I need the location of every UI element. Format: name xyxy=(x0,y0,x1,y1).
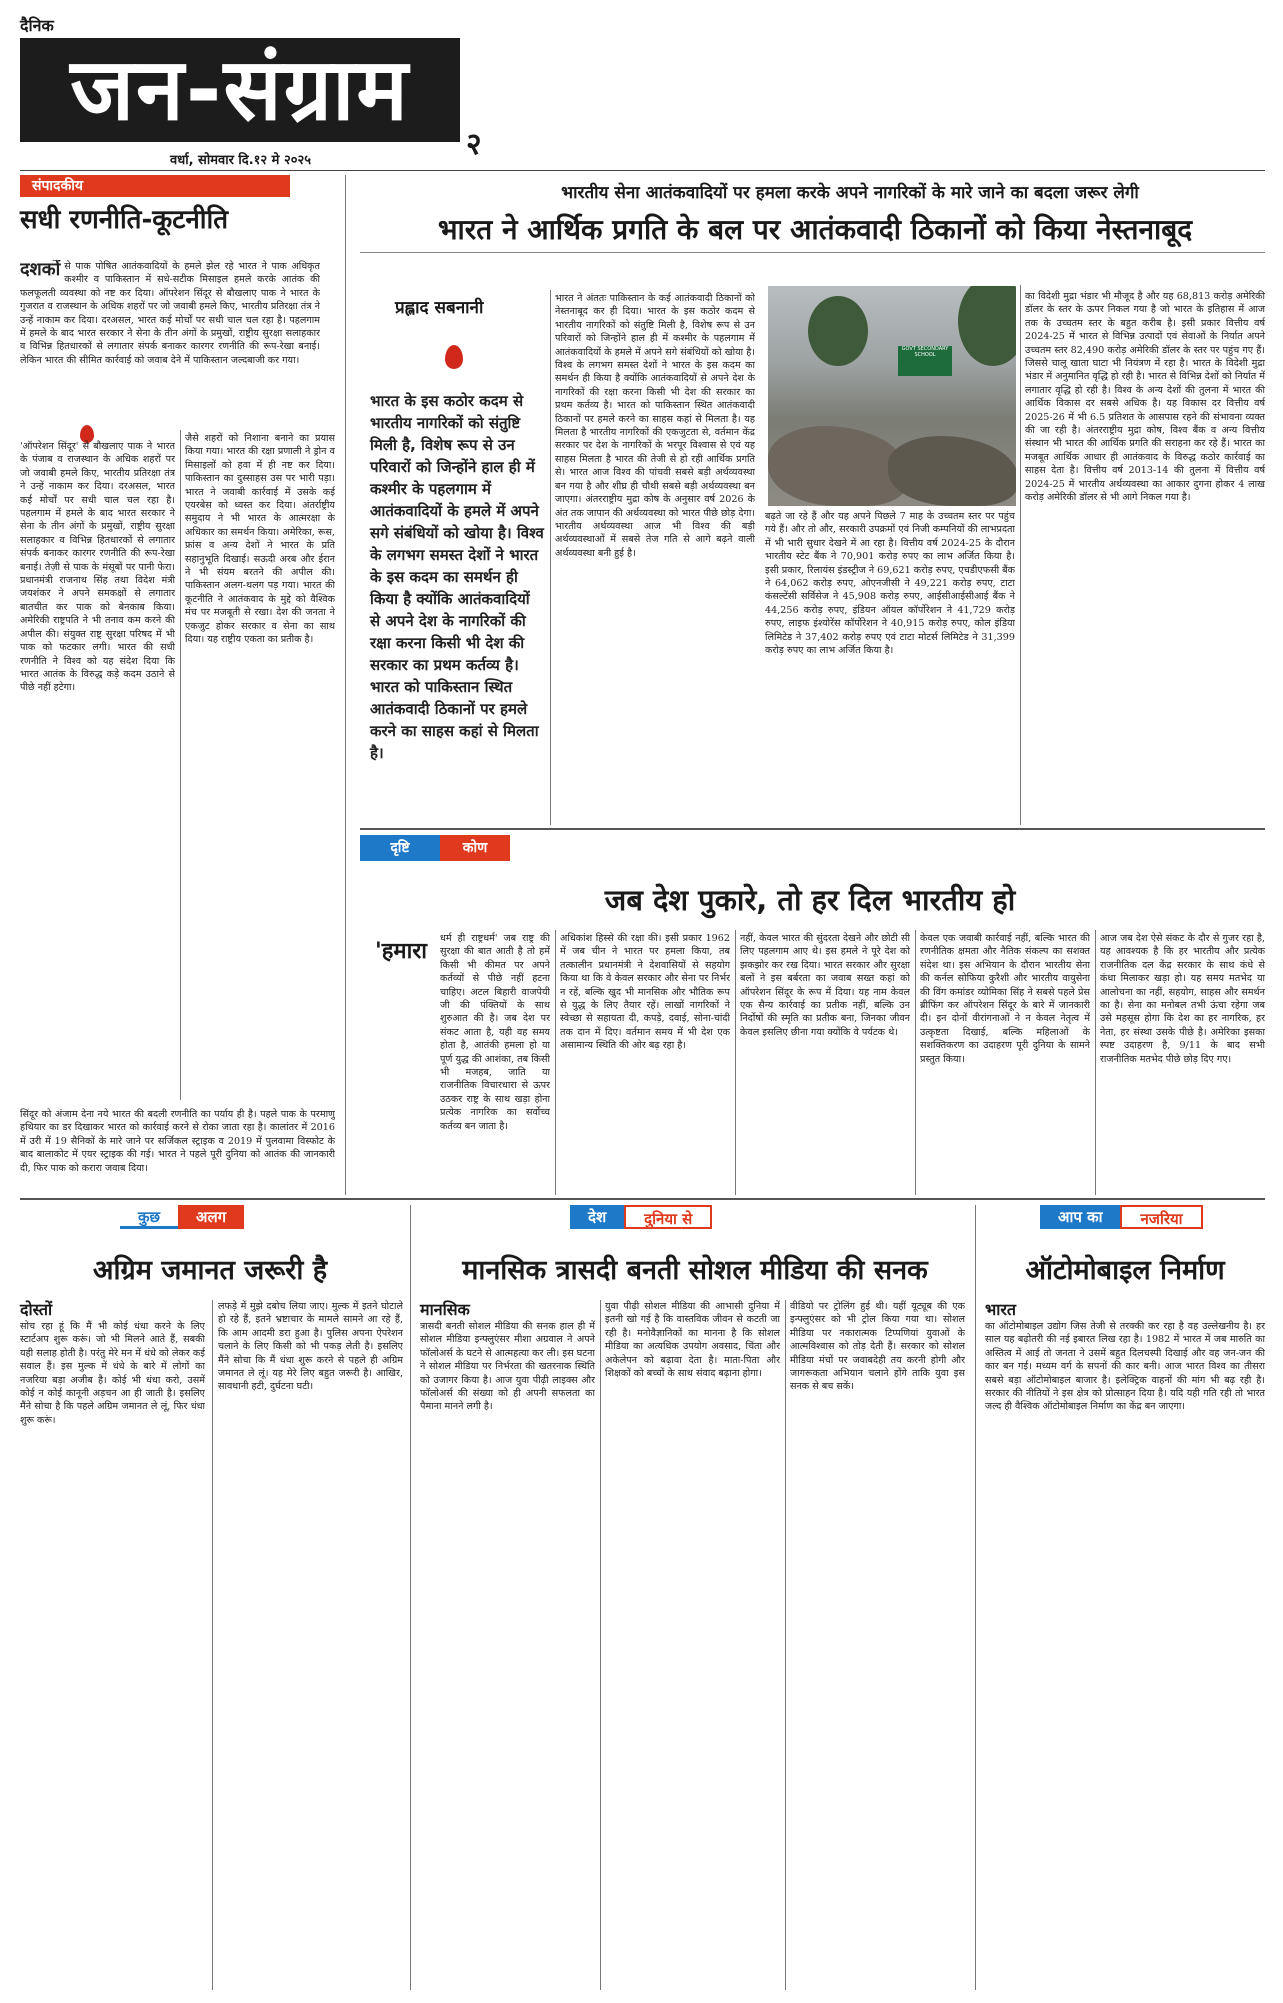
column-divider xyxy=(550,290,551,825)
school-sign-text: GOVT SECONDARY SCHOOL xyxy=(901,346,949,358)
editorial-body-intro xyxy=(20,260,320,422)
top-story-headline: भारत ने आर्थिक प्रगति के बल पर आतंकवादी ठिकानों को किया नेस्तनाबूद xyxy=(437,213,1193,246)
rubble-shape xyxy=(888,436,1016,506)
rubble-shape xyxy=(768,426,908,506)
dristikon-tag xyxy=(360,835,600,861)
column-divider xyxy=(975,1205,976,1990)
top-story-author: प्रह्लाद सबनानी xyxy=(395,298,484,318)
section-b-tag-left: देश xyxy=(570,1205,624,1229)
section-a-tag-left: कुछ xyxy=(120,1205,178,1229)
blood-drop-icon xyxy=(445,345,463,369)
section-b-tag xyxy=(570,1205,712,1229)
section-c-tag-right: नजरिया xyxy=(1120,1205,1202,1229)
page-number: २ xyxy=(466,127,482,162)
section-a-tag xyxy=(120,1205,244,1229)
headline-divider xyxy=(360,252,1265,253)
column-divider xyxy=(735,930,736,1195)
dristikon-drop-word: 'हमारा xyxy=(375,939,427,964)
top-story-col1: भारत ने अंततः पाकिस्तान के कई आतंकवादी ठिकानों को नेस्तनाबूद कर ही दिया। भारत के इस कठोर कदम से भारतीय नागरिकों को संतुष्टि मिली है, विशेष रूप से उन परिवारों को जिन्होंने हाल ही में कश्मीर के पहलगाम में आतंकवादियों के हमले में अपने सगे संबंधियों को खोया है। विश्व के लगभग समस्त देशों ने भारत के इस कदम का समर्थन ही किया है क्योंकि आतंकवादियों से अपने देश के नागरिकों की रक्षा करना किसी भी देश की सरकार का प्रथम कर्तव्य है। भारत को पाकिस्तान स्थित आतंकवादी ठिकानों पर हमले करने का साहस कहां से मिलता है। यह मिलता है भारतीय नागरिकों की एकजुटता से, वर्तमान केंद्र सरकार पर देश के नागरिकों के भरपूर विश्वास से एवं यह साहस मिलता है भारत की तेजी से हो रही आर्थिक प्रगति से। भारत आज विश्व की पांचवी सबसे बड़ी अर्थव्यवस्था बन गया है और शीघ्र ही चौथी सबसे बड़ी अर्थव्यवस्था बन जाएगा। अंतरराष्ट्रीय मुद्रा कोष के अनुसार वर्ष 2026 के अंत तक जापान की अर्थव्यवस्था को भारत पीछे छोड़ देगा। भारतीय अर्थव्यवस्था आज भी विश्व की बड़ी अर्थव्यवस्थाओं में सबसे तेज गति से आगे बढ़ने वाली अर्थव्यवस्था बनी हुई है। xyxy=(555,293,755,559)
tree-shape xyxy=(958,286,1016,366)
dristikon-tag-right: कोण xyxy=(440,835,510,861)
editorial-tag: संपादकीय xyxy=(20,175,290,197)
editorial-body-col1: 'ऑपरेशन सिंदूर' से बौखलाए पाक ने भारत के पंजाब व राजस्थान के अधिक शहरों पर जो जवाबी हमले किए, भारतीय प्रतिरक्षा तंत्र ने उन्हें नाकाम कर दिया। दरअसल, भारत कई मोर्चों पर सधी चाल चल रहा है। पहलगाम में हमले के बाद भारत सरकार ने सेना के तीन अंगों के प्रमुखों, राष्ट्रीय सुरक्षा सलाहकार व विभिन्न हितधारकों से लगातार संपर्क बनाकर कारगर रणनीति की रूप-रेखा बनाई। तेज़ी से पाक के मंसूबों पर पानी फेरा। प्रधानमंत्री राजनाथ सिंह तथा विदेश मंत्री जयशंकर ने अपने समकक्षों से लगातार बातचीत कर पाक को बेनकाब किया। अमेरिकी राष्ट्रपति ने भी तनाव कम करने की अपील की। संयुक्त राष्ट्र सुरक्षा परिषद में भी पाक को फटकार लगी। भारत की सधी रणनीति ने विश्व को यह संदेश दिया कि भारत आतंक के विरुद्ध कड़े कदम उठाने से पीछे नहीं हटेगा। xyxy=(20,441,175,694)
editorial-title: सधी रणनीति-कूटनीति xyxy=(20,205,229,235)
dristikon-tag-left: दृष्टि xyxy=(360,835,440,861)
editorial-drop-word: दशकों xyxy=(20,260,61,280)
column-divider xyxy=(345,175,346,1195)
top-story-col3: का विदेशी मुद्रा भंडार भी मौजूद है और यह 68,813 करोड़ अमेरिकी डॉलर के स्तर के ऊपर निकल गया है जो भारत के इतिहास में आज तक के उच्चतम स्तर के बहुत करीब है। इसी प्रकार वित्तीय वर्ष 2024-25 में भारत से विभिन्न उत्पादों एवं सेवाओं के निर्यात अपने उच्चतम स्तर 82,490 करोड़ अमेरिकी डॉलर के स्तर पर पहुंच गए हैं। जिससे चालू खाता घाटा भी नियंत्रण में रहा है। भारत के विदेशी मुद्रा भंडार में अनुमानित वृद्धि हो रही है। भारत से विभिन्न देशों को निर्यात में लगातार वृद्धि हो रही है। विश्व के अन्य देशों की तुलना में भारत की आर्थिक विकास दर सबसे अधिक है। यह विकास दर वित्तीय वर्ष 2025-26 में भी 6.5 प्रतिशत के आसपास रहने की संभावना व्यक्त की जा रही है। अंतरराष्ट्रीय मुद्रा कोष, विश्व बैंक व अन्य वित्तीय संस्थान भी भारत की आर्थिक प्रगति की सराहना कर रहे हैं। भारत का मजबूत आर्थिक आधार ही आतंकवाद के विरुद्ध कठोर कार्रवाई का साहस देता है। वित्तीय वर्ष 2013-14 की तुलना में वित्तीय वर्ष 2024-25 में भारतीय अर्थव्यवस्था का आकार दुगना होकर 4 लाख करोड़ अमेरिकी डॉलर से भी आगे निकल गया है। xyxy=(1025,291,1265,504)
column-divider xyxy=(1095,930,1096,1195)
editorial-body-intro-text: से पाक पोषित आतंकवादियों के हमले झेल रहे भारत ने पाक अधिकृत कश्मीर व पाकिस्तान में सधे-सटीक मिसाइल हमले करके आतंक की फलफूलती व्यवस्था को नष्ट कर दिया। ऑपरेशन सिंदूर से बौखलाए पाक ने भारत के गुजरात व राजस्थान के अधिक शहरों पर जो जवाबी हमले किए, भारतीय प्रतिरक्षा तंत्र ने उन्हें नाकाम कर दिया। दरअसल, भारत कई मोर्चों पर सधी चाल चल रहा है। पहलगाम में हमले के बाद भारत सरकार ने सेना के तीन अंगों के प्रमुखों, राष्ट्रीय सुरक्षा सलाहकार व विभिन्न हितधारकों से लगातार संपर्क बनाकर कारगर रणनीति की रूप-रेखा बनाई। लेकिन भारत की सीमित कार्रवाई को जवाब देने में पाकिस्तान जल्दबाजी कर गया। xyxy=(20,261,320,366)
masthead-daily-label: दैनिक xyxy=(20,16,54,35)
section-b-headline: मानसिक त्रासदी बनती सोशल मीडिया की सनक xyxy=(462,1255,928,1286)
section-b-tag-right: दुनिया से xyxy=(624,1205,712,1229)
section-c-col1: का ऑटोमोबाइल उद्योग जिस तेजी से तरक्की कर रहा है वह उल्लेखनीय है। हर साल यह बढ़ोतरी की नई इबारत लिख रहा है। 1982 में भारत में जब मारुति का अस्तित्व में आई तो जनता ने उसमें बहुत दिलचस्पी दिखाई और वह जन-जन की कार बन गई। मध्यम वर्ग के सपनों की कार बनी। आज भारत विश्व का तीसरा सबसे बड़ा ऑटोमोबाइल बाजार है। इलेक्ट्रिक वाहनों की मांग भी बढ़ रही है। सरकार की नीतियों ने इस क्षेत्र को प्रोत्साहन दिया है। यदि यही गति रही तो भारत जल्द ही वैश्विक ऑटोमोबाइल निर्माण का केंद्र बन जाएगा। xyxy=(985,1321,1265,1413)
section-c-drop-word: भारत xyxy=(985,1300,1017,1319)
section-a-tag-right: अलग xyxy=(178,1205,244,1229)
editorial-body-col2: जैसे शहरों को निशाना बनाने का प्रयास किया गया। भारत की रक्षा प्रणाली ने ड्रोन व मिसाइलों को हवा में ही नष्ट कर दिया। पाकिस्तान का दुस्साहस उस पर भारी पड़ा। भारत ने जवाबी कार्रवाई में उसके कई एयरबेस को ध्वस्त कर दिया। अंतर्राष्ट्रीय समुदाय ने भी भारत के आत्मरक्षा के अधिकार का समर्थन किया। अमेरिका, रूस, फ्रांस व अन्य देशों ने भारत के प्रति सहानुभूति दिखाई। सऊदी अरब और ईरान ने भी संयम बरतने की अपील की। पाकिस्तान अलग-थलग पड़ गया। भारत की कूटनीति ने आतंकवाद के मुद्दे को वैश्विक मंच पर मजबूती से रखा। देश की जनता ने एकजुट होकर सरकार व सेना का साथ दिया। यह राष्ट्रीय एकता का प्रतीक है। xyxy=(185,433,335,646)
masthead-divider xyxy=(20,170,1265,171)
section-divider xyxy=(20,1198,1265,1200)
section-b-col3: वीडियो पर ट्रोलिंग हुई थी। यहीं यूट्यूब की एक इन्फ्लुएंसर को भी ट्रोल किया गया था। सोशल मीडिया पर नकारात्मक टिप्पणियां युवाओं के आत्मविश्वास को तोड़ देती हैं। सरकार को सोशल मीडिया मंचों पर जवाबदेही तय करनी होगी और जागरूकता अभियान चलाने होंगे ताकि युवा इस सनक से बच सकें। xyxy=(790,1301,965,1393)
column-divider xyxy=(915,930,916,1195)
dristikon-col5: आज जब देश ऐसे संकट के दौर से गुजर रहा है, यह आवश्यक है कि हर भारतीय और प्रत्येक राजनीतिक दल केंद्र सरकार के साथ कंधे से कंधा मिलाकर खड़ा हो। यह समय मतभेद या आलोचना का नहीं, सहयोग, साहस और समर्थन का है। सेना का मनोबल तभी ऊंचा रहेगा जब उसे महसूस होगा कि देश का हर नागरिक, हर नेता, हर संस्था उसके पीछे है। अमेरिका इसका स्पष्ट उदाहरण है, 9/11 के बाद सभी राजनीतिक मतभेद पीछे छोड़ दिए गए। xyxy=(1100,933,1265,1065)
column-divider xyxy=(600,1300,601,1990)
section-b-col2: युवा पीढ़ी सोशल मीडिया की आभासी दुनिया में इतनी खो गई है कि वास्तविक जीवन से कटती जा रही है। मनोवैज्ञानिकों का मानना है कि सोशल मीडिया का अत्यधिक उपयोग अवसाद, चिंता और अकेलेपन को बढ़ावा देता है। माता-पिता और शिक्षकों को बच्चों के साथ संवाद बढ़ाना होगा। xyxy=(605,1301,780,1380)
dristikon-headline: जब देश पुकारे, तो हर दिल भारतीय हो xyxy=(604,883,1016,917)
masthead-title: जन-संग्राम xyxy=(20,38,460,142)
section-c-tag-left: आप का xyxy=(1040,1205,1120,1229)
section-c-headline: ऑटोमोबाइल निर्माण xyxy=(1025,1255,1225,1286)
top-story-kicker: भारतीय सेना आतंकवादियों पर हमला करके अपने नागरिकों के मारे जाने का बदला जरूर लेगी xyxy=(561,183,1139,203)
editorial-body-closing: सिंदूर को अंजाम देना नये भारत की बदली रणनीति का पर्याय ही है। पहले पाक के परमाणु हथियार का डर दिखाकर भारत को कार्रवाई करने से रोका जाता रहा है। कालांतर में 2016 में उरी में 19 सैनिकों के मारे जाने पर सर्जिकल स्ट्राइक व 2019 में पुलवामा विस्फोट के बाद बालाकोट में एयर स्ट्राइक की गई। भारत ने पहले पूरी दुनिया को आतंक की जानकारी दी, फिर पाक को करारा जवाब दिया। xyxy=(20,1109,335,1174)
top-story-photo xyxy=(768,286,1016,506)
section-a-col2: लफड़े में मुझे दबोच लिया जाए। मुल्क में इतने घोटाले हो रहे हैं, इतने भ्रष्टाचार के मामले सामने आ रहे हैं, कि आम आदमी डरा हुआ है। पुलिस अपना ऐपरेशन चलाने के लिए किसी को भी पकड़ लेती है। इसलिए मैंने सोचा कि मैं धंधा शुरू करने से पहले ही अग्रिम जमानत ले लूं। यह मेरे लिए बहुत जरूरी है। आखिर, सावधानी हटी, दुर्घटना घटी। xyxy=(218,1301,403,1393)
section-b-drop-word: मानसिक xyxy=(420,1300,470,1319)
tree-shape xyxy=(808,296,868,366)
column-divider xyxy=(555,930,556,1195)
section-c-tag xyxy=(1040,1205,1203,1229)
top-story-pull-quote: भारत के इस कठोर कदम से भारतीय नागरिकों को संतुष्टि मिली है, विशेष रूप से उन परिवारों को जिन्होंने हाल ही में कश्मीर के पहलगाम में आतंकवादियों के हमले में अपने सगे संबंधियों को खोया है। विश्व के लगभग समस्त देशों ने भारत के इस कदम का समर्थन ही किया है क्योंकि आतंकवादियों से अपने देश के नागरिकों की रक्षा करना किसी भी देश की सरकार का प्रथम कर्तव्य है। भारत को पाकिस्तान स्थित आतंकवादी ठिकानों पर हमले करने का साहस कहां से मिलता है। xyxy=(370,392,544,762)
column-divider xyxy=(785,1300,786,1990)
dristikon-col3: नहीं, केवल भारत की सुंदरता देखने और छोटी सी लिए पहलगाम आए थे। इस हमले ने पूरे देश को झकझोर कर रख दिया। भारत सरकार और सुरक्षा बलों ने इस बर्बरता का जवाब सख्त कहां को ऑपरेशन सिंदूर के रूप में दिया। यह नाम केवल एक सैन्य कार्रवाई का प्रतीक नहीं, बल्कि उन निर्दोषों की स्मृति का प्रतीक बना, जिनका जीवन केवल इसलिए छीना गया क्योंकि वे पर्यटक थे। xyxy=(740,933,910,1038)
section-a-headline: अग्रिम जमानत जरूरी है xyxy=(92,1255,328,1286)
column-divider xyxy=(410,1205,411,1990)
school-sign xyxy=(898,346,952,376)
section-a-col1: सोच रहा हूं कि मैं भी कोई धंधा करने के लिए स्टार्टअप शुरू करूं। जो भी मिलने आते हैं, सबकी यही सलाह होती है। परंतु मेरे मन में धंधे को लेकर कई सवाल हैं। इस मुल्क में धंधे के बारे में लोगों का नजरिया बड़ा अजीब है। कोई भी धंधा करो, उसमें कोई न कोई कानूनी अड़चन आ ही जाती है। इसलिए मैंने सोचा है कि पहले अग्रिम जमानत ले लूं, फिर धंधा शुरू करूं। xyxy=(20,1321,205,1426)
column-divider xyxy=(212,1300,213,1990)
date-line: वर्धा, सोमवार दि.१२ मे २०२५ xyxy=(170,153,312,168)
column-divider xyxy=(1020,285,1021,825)
top-story-col2: बढ़ते जा रहे हैं और यह अपने पिछले 7 माह के उच्चतम स्तर पर पहुंच गये हैं। और तो और, सरकारी उपक्रमों एवं निजी कम्पनियों की लाभप्रदता में भी भारी सुधार देखने में आ रहा है। वित्तीय वर्ष 2024-25 के दौरान भारतीय स्टेट बैंक ने 70,901 करोड़ रुपए का लाभ अर्जित किया है। इसी प्रकार, रिलायंस इंडस्ट्रीज ने 69,621 करोड़ रुपए, एचडीएफसी बैंक ने 64,062 करोड़ रुपए, ओएनजीसी ने 49,221 करोड़ रुपए, टाटा कंसल्टेंसी सर्विसेज ने 45,908 करोड़ रुपए, आईसीआईसीआई बैंक ने 44,256 करोड़ रुपए, इंडियन ऑयल कॉर्पोरेशन ने 41,729 करोड़ रुपए, लाइफ इंश्योरेंस कॉर्पोरेशन ने 40,915 करोड़ रुपए, कोल इंडिया लिमिटेड ने 37,402 करोड़ रुपए एवं टाटा मोटर्स लिमिटेड ने 31,399 करोड़ रुपए का लाभ अर्जित किया है। xyxy=(765,511,1015,657)
dristikon-col2: अधिकांश हिस्से की रक्षा की। इसी प्रकार 1962 में जब चीन ने भारत पर हमला किया, तब तत्कालीन प्रधानमंत्री ने देशवासियों से सहयोग किया था कि वे केवल सरकार और सेना पर निर्भर न रहें, बल्कि खुद भी मानसिक और भौतिक रूप से युद्ध के लिए तैयार रहें। लाखों नागरिकों ने स्वेच्छा से सहायता दी, कपड़े, दवाई, सोना-चांदी तक दान में दिए। वर्तमान समय में भी देश एक असामान्य स्थिति की ओर बढ़ रहा है। xyxy=(560,933,730,1052)
dristikon-col4: केवल एक जवाबी कार्रवाई नहीं, बल्कि भारत की रणनीतिक क्षमता और नैतिक संकल्प का सशक्त संदेश था। इस अभियान के दौरान भारतीय सेना की कर्नल सोफिया कुरैशी और भारतीय वायुसेना की विंग कमांडर व्योमिका सिंह ने सबसे पहले प्रेस ब्रीफिंग कर ऑपरेशन सिंदूर के बारे में जानकारी दी। इन दोनों वीरांगनाओं ने न केवल नेतृत्व में उत्कृष्टता दिखाई, बल्कि महिलाओं के सशक्तिकरण का उदाहरण पूरी दुनिया के सामने प्रस्तुत किया। xyxy=(920,933,1090,1065)
column-divider xyxy=(180,430,181,1100)
section-b-col1: त्रासदी बनती सोशल मीडिया की सनक हाल ही में सोशल मीडिया इन्फ्लुएंसर मीशा अग्रवाल ने अपने फॉलोअर्स के घटने से आत्महत्या कर ली। इस घटना ने सोशल मीडिया पर निर्भरता की खतरनाक स्थिति को उजागर किया है। आज युवा पीढ़ी लाइक्स और फॉलोअर्स की संख्या को ही अपनी सफलता का पैमाना मानने लगी है। xyxy=(420,1321,595,1413)
dristikon-col1: धर्म ही राष्ट्रधर्म' जब राष्ट्र की सुरक्षा की बात आती है तो हमें किसी भी कीमत पर अपने कर्तव्यों से पीछे नहीं हटना चाहिए। अटल बिहारी वाजपेयी जी की पंक्तियों के साथ शुरुआत की है। जब देश पर संकट आता है, यही वह समय होता है, आतंकी हमला हो या पूर्ण युद्ध की आशंका, तब किसी भी मजहब, जाति या राजनीतिक विचारधारा से ऊपर उठकर राष्ट्र के साथ खड़ा होना प्रत्येक नागरिक का सर्वोच्च कर्तव्य बन जाता है। xyxy=(440,933,550,1132)
section-divider xyxy=(360,828,1265,830)
section-a-drop-word: दोस्तों xyxy=(20,1300,53,1319)
